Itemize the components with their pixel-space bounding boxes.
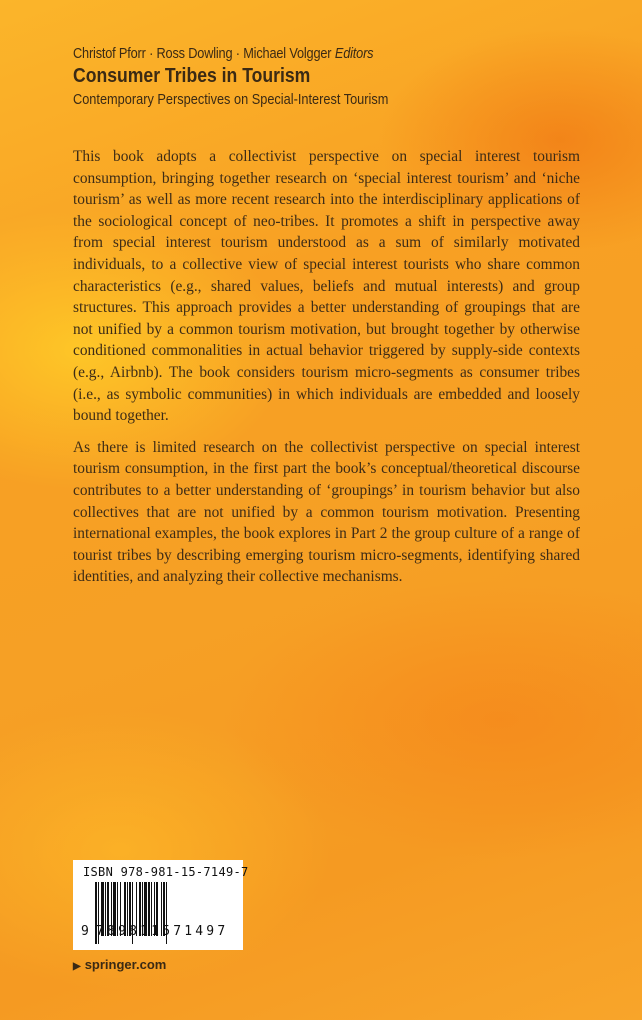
springer-link[interactable] xyxy=(73,957,166,972)
authors: Christof Pforr · Ross Dowling · Michael Volgger xyxy=(73,46,332,62)
book-subtitle: Contemporary Perspectives on Special-Interest Tourism xyxy=(73,92,389,108)
isbn-barcode xyxy=(73,860,249,950)
book-title: Consumer Tribes in Tourism xyxy=(73,65,311,87)
editors-line xyxy=(73,46,388,62)
cover-header xyxy=(73,46,431,108)
barcode-lead-digit: 9 xyxy=(81,924,93,939)
triangle-right-icon: ▶ xyxy=(73,961,81,972)
blurb xyxy=(73,146,580,598)
barcode-digits xyxy=(81,924,228,939)
springer-link-text: springer.com xyxy=(84,957,167,972)
isbn-number: ISBN 978-981-15-7149-7 xyxy=(83,865,249,879)
blurb-paragraph: As there is limited research on the collectivist perspective on special interest tourism consumption, in the first part the book’s conceptual/theoretical discourse contributes to a better understanding of ‘groupings’ in tourism behavior but also collectives that are not unified by a common tourism motivation. Presenting international examples, the book explores in Part 2 the group culture of a range of tourist tribes by describing emerging tourism micro-segments, identifying shared identities, and analyzing their collective mechanisms. xyxy=(73,438,580,586)
editors-label: Editors xyxy=(334,46,374,62)
blurb-paragraph: This book adopts a collectivist perspective on special interest tourism consumption, bringing together research on ‘special interest tourism’ and ‘niche tourism’ as well as more recent research into the interdisciplinary applications of the sociological concept of neo-tribes. It promotes a shift in perspective away from special interest tourism understood as a sum of similarly motivated individuals, to a collective view of special interest tourists who share common characteristics (e.g., shared values, beliefs and mutual interests) and group structures. This approach provides a better understanding of groupings that are not unified by a common tourism motivation, but brought together by otherwise conditioned commonalities in actual behavior triggered by supply-side contexts (e.g., Airbnb). The book considers tourism micro-segments as consumer tribes (i.e., as symbolic communities) in which individuals are embedded and loosely bound together. xyxy=(73,148,580,425)
barcode-digit-string: 789811571497 xyxy=(96,924,229,939)
